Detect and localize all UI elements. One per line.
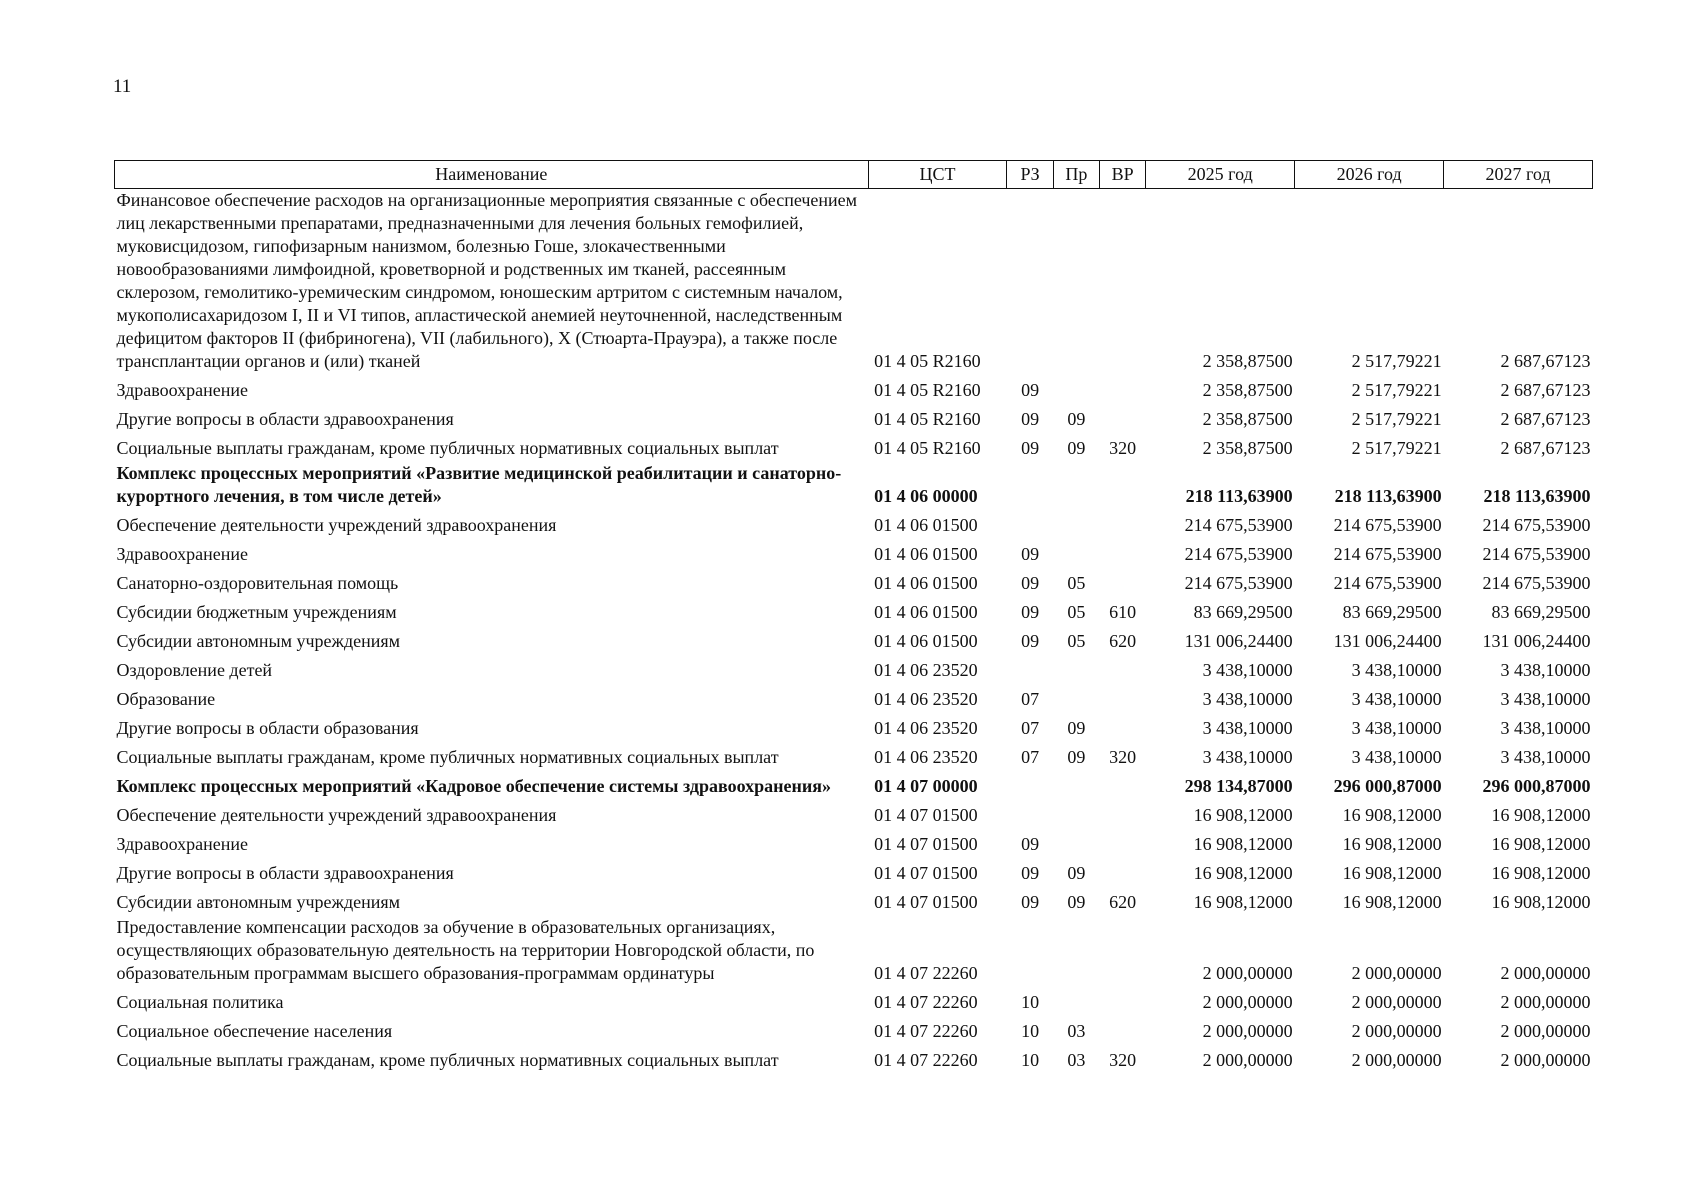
table-row [115,858,1593,887]
cell-pr: 05 [1067,602,1086,622]
cell-2026: 16 908,12000 [1342,834,1442,854]
cell-2026: 214 675,53900 [1333,515,1442,535]
cell-vr [1099,987,1145,1016]
cell-cst: 01 4 06 01500 [874,515,978,535]
cell-2027: 3 438,10000 [1500,718,1591,738]
cell-2026: 3 438,10000 [1351,747,1442,767]
cell-2027: 131 006,24400 [1482,631,1591,651]
cell-2025: 2 358,87500 [1202,351,1293,371]
cell-rz: 09 [1021,544,1040,564]
cell-cst: 01 4 05 R2160 [874,409,981,429]
cell-rz: 09 [1021,409,1040,429]
cell-pr [1053,829,1099,858]
cell-vr [1099,189,1145,376]
cell-cst: 01 4 07 01500 [874,805,978,825]
cell-2025: 2 000,00000 [1202,963,1293,983]
cell-2025: 2 000,00000 [1202,1050,1293,1070]
cell-2027: 2 000,00000 [1500,1050,1591,1070]
cell-cst: 01 4 05 R2160 [874,351,981,371]
cell-pr: 09 [1067,409,1086,429]
cell-pr [1053,800,1099,829]
cell-name: Здравоохранение [116,834,249,854]
cell-cst: 01 4 06 01500 [874,573,978,593]
cell-rz [1007,771,1053,800]
cell-pr [1053,462,1099,510]
cell-name: Социальная политика [116,992,284,1012]
cell-2027: 2 000,00000 [1500,963,1591,983]
cell-name: Другие вопросы в области здравоохранения [116,409,454,429]
cell-2025: 2 358,87500 [1202,409,1293,429]
cell-2027: 214 675,53900 [1482,573,1591,593]
cell-2027: 3 438,10000 [1500,660,1591,680]
cell-vr [1099,655,1145,684]
cell-2027: 2 687,67123 [1500,409,1591,429]
cell-2025: 214 675,53900 [1184,573,1293,593]
table-row [115,800,1593,829]
table-row [115,626,1593,655]
cell-cst: 01 4 07 01500 [874,892,978,912]
cell-2026: 2 000,00000 [1351,1050,1442,1070]
cell-rz [1007,800,1053,829]
cell-rz: 10 [1021,1021,1040,1041]
cell-2025: 2 000,00000 [1202,1021,1293,1041]
cell-2025: 16 908,12000 [1193,805,1293,825]
budget-table [114,160,1593,1074]
cell-rz: 09 [1021,602,1040,622]
cell-rz [1007,189,1053,376]
cell-2027: 3 438,10000 [1500,689,1591,709]
table-row [115,1045,1593,1074]
header-2027: 2027 год [1444,161,1593,189]
cell-2027: 16 908,12000 [1491,892,1591,912]
cell-2027: 218 113,63900 [1483,486,1591,506]
cell-name: Социальные выплаты гражданам, кроме публичных нормативных социальных выплат [116,747,779,767]
cell-2026: 214 675,53900 [1333,573,1442,593]
cell-cst: 01 4 05 R2160 [874,438,981,458]
cell-name: Здравоохранение [116,380,249,400]
page-number: 11 [113,76,132,97]
cell-vr [1099,462,1145,510]
cell-cst: 01 4 07 00000 [874,776,978,796]
cell-name: Другие вопросы в области образования [116,718,419,738]
table-row [115,189,1593,376]
cell-pr [1053,510,1099,539]
cell-rz: 09 [1021,573,1040,593]
cell-2027: 214 675,53900 [1482,515,1591,535]
table-row [115,916,1593,987]
cell-2027: 2 000,00000 [1500,992,1591,1012]
cell-2026: 16 908,12000 [1342,863,1442,883]
cell-vr: 610 [1109,602,1137,622]
cell-cst: 01 4 06 23520 [874,660,978,680]
cell-rz: 09 [1021,863,1040,883]
cell-2027: 2 687,67123 [1500,380,1591,400]
cell-2025: 16 908,12000 [1193,863,1293,883]
cell-cst: 01 4 05 R2160 [874,380,981,400]
cell-2025: 2 358,87500 [1202,380,1293,400]
cell-2025: 131 006,24400 [1184,631,1293,651]
table-body [115,189,1593,1075]
cell-cst: 01 4 07 22260 [874,1050,978,1070]
cell-2027: 3 438,10000 [1500,747,1591,767]
cell-name: Субсидии автономным учреждениям [116,631,401,651]
cell-2027: 2 687,67123 [1500,438,1591,458]
cell-cst: 01 4 07 22260 [874,1021,978,1041]
cell-2026: 16 908,12000 [1342,892,1442,912]
cell-2026: 2 000,00000 [1351,992,1442,1012]
cell-rz: 10 [1021,992,1040,1012]
cell-pr: 03 [1067,1050,1086,1070]
cell-2025: 214 675,53900 [1184,515,1293,535]
cell-name: Оздоровление детей [116,660,273,680]
cell-name: Социальные выплаты гражданам, кроме публичных нормативных социальных выплат [116,1050,779,1070]
cell-2026: 218 113,63900 [1334,486,1442,506]
cell-pr: 09 [1067,863,1086,883]
cell-rz: 07 [1021,689,1040,709]
cell-2027: 214 675,53900 [1482,544,1591,564]
cell-rz: 07 [1021,747,1040,767]
cell-name: Обеспечение деятельности учреждений здравоохранения [116,805,557,825]
cell-2026: 296 000,87000 [1333,776,1442,796]
cell-2026: 16 908,12000 [1342,805,1442,825]
cell-cst: 01 4 06 23520 [874,718,978,738]
cell-cst: 01 4 07 01500 [874,863,978,883]
table-header [115,161,1593,189]
cell-rz: 10 [1021,1050,1040,1070]
cell-2025: 83 669,29500 [1193,602,1293,622]
table-row [115,1016,1593,1045]
table-row [115,597,1593,626]
cell-pr: 05 [1067,631,1086,651]
cell-2025: 298 134,87000 [1184,776,1293,796]
header-row [115,161,1593,189]
cell-2026: 2 000,00000 [1351,1021,1442,1041]
cell-rz [1007,655,1053,684]
cell-vr [1099,858,1145,887]
cell-pr: 03 [1067,1021,1086,1041]
table-row [115,404,1593,433]
cell-vr [1099,771,1145,800]
cell-vr: 620 [1109,892,1137,912]
table-row [115,510,1593,539]
cell-vr [1099,800,1145,829]
cell-name: Комплекс процессных мероприятий «Развитие медицинской реабилитации и санаторно-курортного лечения, в том числе детей» [116,463,842,506]
cell-rz [1007,462,1053,510]
cell-pr: 05 [1067,573,1086,593]
cell-2026: 214 675,53900 [1333,544,1442,564]
cell-2025: 2 358,87500 [1202,438,1293,458]
table-row [115,433,1593,462]
cell-name: Другие вопросы в области здравоохранения [116,863,454,883]
table-row [115,829,1593,858]
cell-2025: 16 908,12000 [1193,834,1293,854]
table-row [115,568,1593,597]
cell-2026: 2 517,79221 [1351,380,1442,400]
cell-pr: 09 [1067,718,1086,738]
cell-2026: 2 517,79221 [1351,409,1442,429]
cell-2026: 2 000,00000 [1351,963,1442,983]
cell-vr [1099,510,1145,539]
table-row [115,539,1593,568]
cell-name: Здравоохранение [116,544,249,564]
cell-vr: 320 [1109,438,1137,458]
cell-vr: 320 [1109,747,1137,767]
cell-2026: 3 438,10000 [1351,718,1442,738]
cell-vr [1099,568,1145,597]
cell-vr: 320 [1109,1050,1137,1070]
cell-2026: 131 006,24400 [1333,631,1442,651]
cell-rz [1007,916,1053,987]
header-name: Наименование [115,161,869,189]
cell-cst: 01 4 07 22260 [874,963,978,983]
cell-pr [1053,655,1099,684]
cell-rz: 09 [1021,631,1040,651]
table-row [115,887,1593,916]
cell-rz: 07 [1021,718,1040,738]
header-rz: РЗ [1007,161,1053,189]
cell-vr [1099,1016,1145,1045]
cell-2026: 3 438,10000 [1351,660,1442,680]
cell-vr [1099,404,1145,433]
cell-pr [1053,771,1099,800]
table-row [115,655,1593,684]
cell-pr [1053,539,1099,568]
cell-rz: 09 [1021,380,1040,400]
cell-2025: 2 000,00000 [1202,992,1293,1012]
table-row [115,987,1593,1016]
cell-pr [1053,375,1099,404]
cell-pr [1053,987,1099,1016]
cell-2025: 218 113,63900 [1185,486,1293,506]
cell-cst: 01 4 06 01500 [874,602,978,622]
cell-rz [1007,510,1053,539]
table-row [115,713,1593,742]
table-row [115,742,1593,771]
cell-2027: 2 000,00000 [1500,1021,1591,1041]
cell-vr: 620 [1109,631,1137,651]
cell-name: Субсидии автономным учреждениям [116,892,401,912]
cell-name: Социальные выплаты гражданам, кроме публичных нормативных социальных выплат [116,438,779,458]
cell-pr [1053,189,1099,376]
cell-name: Обеспечение деятельности учреждений здравоохранения [116,515,557,535]
cell-name: Финансовое обеспечение расходов на организационные мероприятия связанные с обеспечением лиц лекарственными препаратами, предназначенными для лечения больных гемофилией, муковисцидозом, гипофизарным нанизмом, болезнью Гоше, злокачественными новообразованиями лимфоидной, кроветворной и родственных им тканей, рассеянным склерозом, гемолитико-уремическим синдромом, юношеским артритом с системным началом, мукополисахаридозом I, II и VI типов, апластической анемией неуточненной, наследственным дефицитом факторов II (фибриногена), VII (лабильного), X (Стюарта-Прауэра), а также после трансплантации органов и (или) тканей [116,190,858,371]
cell-2026: 83 669,29500 [1342,602,1442,622]
cell-2025: 16 908,12000 [1193,892,1293,912]
cell-2027: 2 687,67123 [1500,351,1591,371]
cell-2026: 3 438,10000 [1351,689,1442,709]
cell-cst: 01 4 06 01500 [874,631,978,651]
cell-cst: 01 4 07 22260 [874,992,978,1012]
cell-cst: 01 4 06 23520 [874,689,978,709]
cell-pr: 09 [1067,892,1086,912]
cell-2027: 83 669,29500 [1491,602,1591,622]
table-row [115,771,1593,800]
cell-cst: 01 4 06 00000 [874,486,978,506]
header-pr: Пр [1053,161,1099,189]
cell-2025: 3 438,10000 [1202,689,1293,709]
cell-rz: 09 [1021,892,1040,912]
cell-vr [1099,713,1145,742]
cell-2025: 3 438,10000 [1202,747,1293,767]
cell-2025: 214 675,53900 [1184,544,1293,564]
header-2025: 2025 год [1146,161,1295,189]
table-row [115,684,1593,713]
cell-cst: 01 4 07 01500 [874,834,978,854]
cell-pr [1053,916,1099,987]
cell-pr: 09 [1067,438,1086,458]
cell-cst: 01 4 06 23520 [874,747,978,767]
cell-rz: 09 [1021,834,1040,854]
cell-vr [1099,375,1145,404]
header-2026: 2026 год [1295,161,1444,189]
cell-2025: 3 438,10000 [1202,660,1293,680]
cell-2025: 3 438,10000 [1202,718,1293,738]
cell-pr [1053,684,1099,713]
cell-2027: 296 000,87000 [1482,776,1591,796]
cell-name: Субсидии бюджетным учреждениям [116,602,397,622]
cell-name: Предоставление компенсации расходов за обучение в образовательных организациях, осуществляющих образовательную деятельность на территории Новгородской области, по образовательным программам высшего образования-программам ординатуры [116,917,815,983]
cell-name: Санаторно-оздоровительная помощь [116,573,399,593]
cell-2027: 16 908,12000 [1491,805,1591,825]
cell-2027: 16 908,12000 [1491,863,1591,883]
cell-rz: 09 [1021,438,1040,458]
cell-vr [1099,829,1145,858]
header-vr: ВР [1099,161,1145,189]
cell-pr: 09 [1067,747,1086,767]
cell-vr [1099,916,1145,987]
cell-name: Образование [116,689,216,709]
cell-vr [1099,684,1145,713]
cell-vr [1099,539,1145,568]
header-cst: ЦСТ [868,161,1007,189]
cell-2026: 2 517,79221 [1351,438,1442,458]
cell-name: Социальное обеспечение населения [116,1021,393,1041]
cell-2027: 16 908,12000 [1491,834,1591,854]
cell-cst: 01 4 06 01500 [874,544,978,564]
cell-name: Комплекс процессных мероприятий «Кадровое обеспечение системы здравоохранения» [116,776,831,796]
table-row [115,462,1593,510]
table-row [115,375,1593,404]
cell-2026: 2 517,79221 [1351,351,1442,371]
